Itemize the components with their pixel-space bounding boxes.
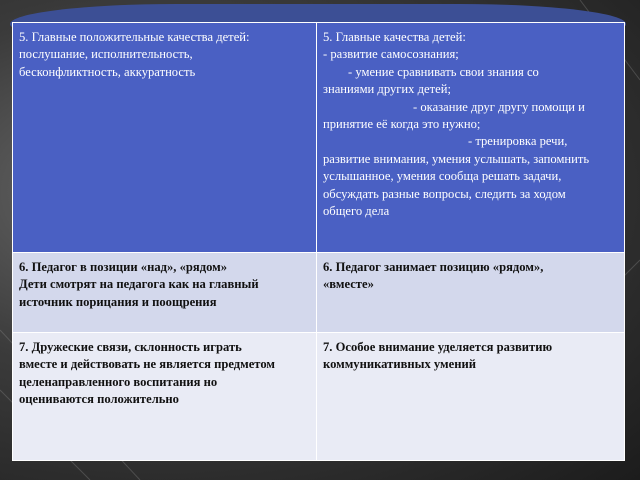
row5-right-line: 5. Главные качества детей: bbox=[323, 30, 466, 44]
row5-right-line: принятие её когда это нужно; bbox=[323, 117, 481, 132]
row6-left-line: 6. Педагог в позиции «над», «рядом» bbox=[19, 260, 228, 274]
row7-right-line: коммуникативных умений bbox=[323, 357, 476, 372]
row7-left-cell bbox=[13, 333, 317, 461]
row5-left-line: бесконфликтность, аккуратность bbox=[19, 64, 196, 79]
row7-right-line: 7. Особое внимание уделяется развитию bbox=[323, 340, 553, 354]
row6-right-line: «вместе» bbox=[323, 277, 374, 292]
row6-left-line: Дети смотрят на педагога как на главный bbox=[19, 277, 259, 292]
table-row-5 bbox=[13, 23, 625, 253]
row5-right-line: развитие внимания, умения услышать, запомнить bbox=[323, 151, 590, 166]
row5-right-line: - развитие самосознания; bbox=[323, 47, 459, 62]
row5-right-line: обсуждать разные вопросы, следить за ходом bbox=[323, 186, 566, 201]
row6-left-cell bbox=[13, 253, 317, 333]
row5-left-line: 5. Главные положительные качества детей: bbox=[19, 30, 250, 44]
row5-right-line: - тренировка речи, bbox=[468, 134, 568, 149]
row5-left-cell bbox=[13, 23, 317, 253]
row6-right-cell bbox=[317, 253, 625, 333]
row5-right-line: - оказание друг другу помощи и bbox=[413, 99, 585, 114]
row6-right-line: 6. Педагог занимает позицию «рядом», bbox=[323, 260, 544, 274]
row7-left-line: целенаправленного воспитания но bbox=[19, 374, 218, 389]
table-row-6 bbox=[13, 253, 625, 333]
row7-left-line: 7. Дружеские связи, склонность играть bbox=[19, 340, 242, 354]
row7-left-line: оцениваются положительно bbox=[19, 392, 179, 407]
row5-right-line: знаниями других детей; bbox=[323, 82, 451, 97]
row5-right-line: - умение сравнивать свои знания со bbox=[348, 64, 539, 79]
comparison-table bbox=[12, 22, 625, 461]
row5-right-line: общего дела bbox=[323, 204, 390, 219]
row7-left-line: вместе и действовать не является предметом bbox=[19, 357, 275, 372]
table-row-7 bbox=[13, 333, 625, 461]
row5-left-line: послушание, исполнительность, bbox=[19, 47, 193, 62]
row6-left-line: источник порицания и поощрения bbox=[19, 294, 217, 309]
row5-right-line: услышанное, умения сообща решать задачи, bbox=[323, 169, 562, 184]
row5-right-cell bbox=[317, 23, 625, 253]
row7-right-cell bbox=[317, 333, 625, 461]
